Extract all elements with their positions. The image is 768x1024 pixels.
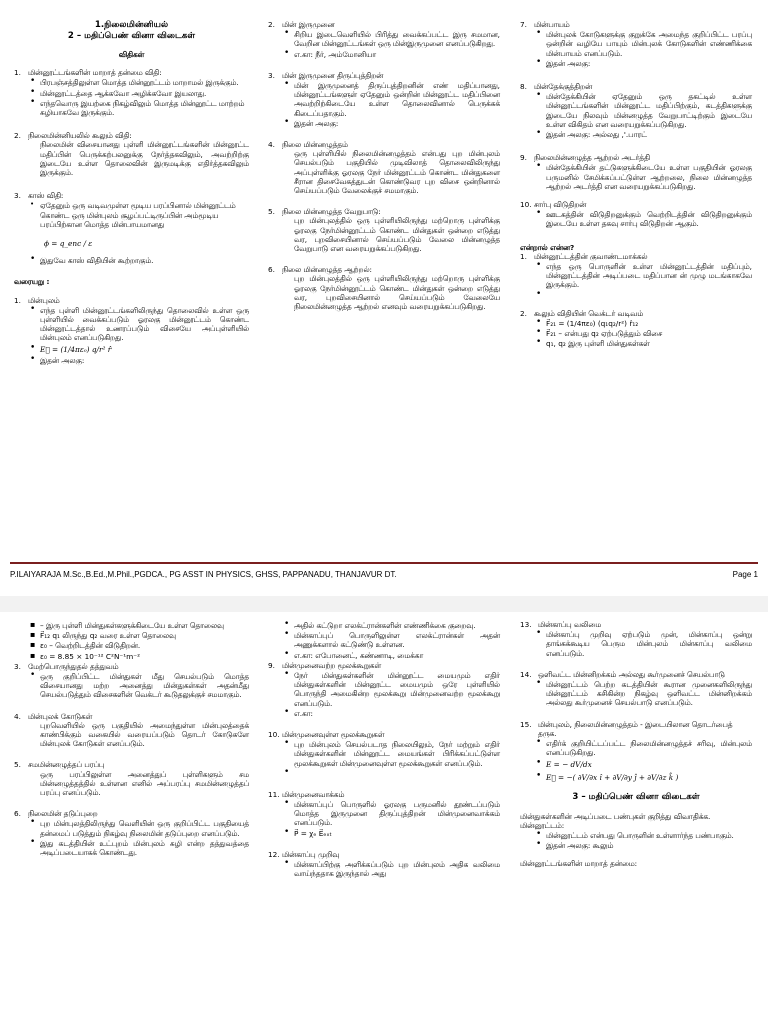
definition-electric-field: 1. மின்புலம் • எந்த புள்ளி மின்னூட்டங்களிலிருந்து தொலைவில் உள்ள ஒரு புள்ளியில் வைக்கப்படும் ஓரலகு மின்னூட்டம் கொண்ட மின்னூட்டத்தால் உணரப்படும் விசையே அப்புள்ளியில் மின்புலம் எனப்படுகிறது. • E⃗ = (1/4πε₀) q/r² r̂ • இதன் அலகு:: [14, 296, 249, 365]
list-item: • மின்தேக்கியின் ஏதேனும் ஒரு தகட்டில் உள்ள மின்னூட்டங்களின் மின்னூட்ட மதிப்பிற்கும், கடத்திகளுக்கு இடையே நிலவும் மின்னழுத்த வேறுபாட்டிற்கும் இடையே உள்ள விகிதம் என வரையறுக்கப்படுகிறது.: [546, 92, 752, 129]
list-item: • மின்னூட்டம் பெற்ற கடத்தியின் கூரான முனைகளிலிருந்து மின்னூட்டம் கசிகின்ற நிகழ்வு ஒளிவட்ட மின்னிறக்கம் அல்லது கூர்முனைச் செயல்பாடு எனப்படும்.: [546, 680, 752, 708]
definitions-heading: வரையறு :: [14, 277, 50, 287]
list-item: • P⃗ = χₑ E⃗ₑₓₜ: [294, 829, 500, 838]
list-item: • எ.கா: நீர், அம்மோனியா: [294, 50, 500, 59]
rule-2: 2. நிலைமின்னியலில் கூலும் விதி: நிலைமின் விசையானது புள்ளி மின்னூட்டங்களின் மின்னூட்ட மதிப்பின் பெருக்கற்பலனுக்கு நேர்த்தகவிலும், அவற்றிற்கு இடையே உள்ள தொலைவின் இருமடிக்கு எதிர்த்தகவிலும் இருக்கும்.: [14, 131, 249, 178]
rule-1: 1. மின்னூட்டங்களின் மாறாத் தன்மை விதி: • பிரபஞ்சத்திலுள்ள மொத்த மின்னூட்டம் மாறாமல் இருக்கும். • மின்னூட்டத்தை ஆக்கவோ அழிக்கவோ இயலாது. • எந்தவொரு இயற்கை நிகழ்விலும் மொத்த மின்னூட்ட மாற்றம் சுழியாகவே இருக்கும்.: [14, 68, 249, 117]
charge-properties: மின்துகள்களின் அடிப்படை பண்புகள் குறித்து விவாதிக்க. மின்னூட்டம்: • மின்னூட்டம் என்பது பொருளின் உள்ளார்ந்த பண்பாகும். • இதன் அலகு: கூலும் மின்னூட்டங்களின் மாறாத் தன்மை:: [520, 812, 752, 868]
list-item: • மின்காப்புப் பொருளிலுள்ள எலக்ட்ரான்கள் அதன் அணுக்களால் கட்டுண்டு உள்ளன.: [294, 631, 500, 649]
page1-column-1: [14, 20, 249, 366]
polarisation: 11. மின்முனைவாக்கம் • மின்காப்புப் பொருளில் ஓரலகு பருமனில் தூண்டப்படும் மொத்த இருமுனை திருப்புத்திறன் மின்முனைவாக்கம் எனப்படும். • P⃗ = χₑ E⃗ₑₓₜ: [268, 790, 500, 838]
list-item: [546, 291, 752, 300]
list-item: • E⃗ = −( ∂V/∂x î + ∂V/∂y ĵ + ∂V/∂z k̂ ): [546, 773, 752, 782]
q-coulomb-vector: 2. கூலும் விதியின் வெக்டர் வடிவம் • F⃗₂₁ = (1/4πε₀) (q₁q₂/r²) r̂₁₂ • F⃗₂₁ – என்பது q₂ ஏற்படுத்தும் விசை • q₁, q₂ இரு புள்ளி மின்துகள்கள்: [520, 309, 752, 349]
list-item: • மின்னூட்டம் என்பது பொருளின் உள்ளார்ந்த பண்பாகும்.: [546, 831, 752, 840]
non-polar: 9. மின்முனைவற்ற மூலக்கூறுகள் • நேர் மின்துகள்களின் மின்னூட்ட மையமும் எதிர் மின்துகள்களின் மின்னூட்ட மையமும் ஒரே புள்ளியில் பொருந்தி அமைகின்ற மூலக்கூறு மின்முனைவற்ற மூலக்கூறு எனப்படும். • எ.கா:: [268, 661, 500, 718]
field-lines: 4. மின்புலக் கோடுகள் புறவெளியில் ஒரு பகுதியில் அமைந்துள்ள மின்புலத்தைக் காண்பிக்கும் வகையில் வரையப்படும் தொடர் கோடுகளே மின்புலக் கோடுகள் எனப்படும்.: [14, 711, 249, 749]
page-2: [0, 612, 768, 1024]
list-item: • மின்தேக்கியின் தட்டுகளுக்கிடையே உள்ள பகுதியின் ஓரலகு பருமனில் சேமிக்கப்பட்டுள்ள ஆற்றலை, நிலை மின்னழுத்த ஆற்றல் அடர்த்தி என வரையறுக்கப்படுகிறது.: [546, 163, 752, 191]
def-potential: 4. நிலை மின்னழுத்தம் ஒரு புள்ளியில் நிலைமின்னழுத்தம் என்பது புற மின்புலம் செயல்படும் பகுதியில் முடிவிலாத் தொலைவிலிருந்து அப்புள்ளிக்கு ஓரலகு நேர் மின்னூட்டம் கொண்ட மின்துகளை சீரான திசைவேகத்துடன் கொண்டுவர புற விசை ஒன்றினால் செய்யப்படும் வேலைக்குச் சமமாகும்.: [268, 140, 500, 196]
rules-heading: விதிகள்: [118, 50, 145, 59]
page-number: Page 1: [732, 570, 758, 579]
list-item: • F⃗₂₁ = (1/4πε₀) (q₁q₂/r²) r̂₁₂: [546, 319, 752, 328]
equipotential: 5. சமமின்னழுத்தப் பரப்பு ஒரு பரப்பிலுள்ள அனைத்துப் புள்ளிகளும் சம மின்னழுத்தத்தில் உள்ளன எனில் அப்பரப்பு சமமின்னழுத்தப் பரப்பு எனப்படும்.: [14, 760, 249, 798]
list-item: • இதன் அலகு: அல்லது ,'.பாரட்: [546, 130, 752, 139]
shielding: 6. நிலைமின் தடுப்புறை • புற மின்புலத்திலிருந்து வெளியின் ஒரு குறிப்பிட்ட பகுதியைத் தன்மைப் படுத்தும் நிகழ்வு நிலைமின் தடுப்புறை எனப்படும். • இது கடத்தியின் உட்புறம் மின்புலம் சுழி என்ற தத்துவத்தை அடிப்படையாகக் கொண்டது.: [14, 809, 249, 857]
insulator-notes: [268, 621, 500, 660]
list-item: • புற மின்புலம் செயல்படாத நிலையிலும், நேர் மற்றும் எதிர் மின்துகள்களின் மின்னூட்ட மையங்கள் பிரிக்கப்பட்டுள்ள மூலக்கூறுகள் மின்முனைவுள்ள மூலக்கூறுகள் எனப்படும்.: [294, 740, 500, 768]
list-item: • E = − dV/dx: [546, 760, 752, 769]
def-relative-permittivity: 10. சார்பு விடுதிறன் • ஊடகத்தின் விடுதிறனுக்கும் வெற்றிடத்தின் விடுதிறனுக்கும் இடையே உள்ள தகவு சார்பு விடுதிறன் ஆகும்.: [520, 200, 752, 229]
section-title-3-mark: 3 – மதிப்பெண் வினா விடைகள்: [572, 791, 700, 802]
list-item: ▪ – இரு புள்ளி மின்துகள்களுக்கிடையே உள்ள தொலைவு: [40, 621, 249, 630]
list-item: • இதுவே காஸ் விதியின் கூற்றாகும்.: [40, 256, 249, 265]
list-item: ▪ ε₀ = 8.85 × 10⁻¹² C²N⁻¹m⁻²: [40, 652, 249, 661]
list-item: • ஒரு குறிப்பிட்ட மின்துகள் மீது செயல்படும் மொத்த விசையானது மற்ற அனைத்து மின்துகள்கள் அதன்மீது செயல்படுத்தும் விசைகளின் வெக்டர் கூடுதலுக்குச் சமமாகும்.: [40, 672, 249, 700]
page1-column-2: [268, 20, 500, 311]
breakdown: 12. மின்காப்பு முறிவு • மின்காப்பிற்கு அளிக்கப்படும் புற மின்புலம் அதிக வலிமை வாய்ந்ததாக இருந்தால் அது: [268, 850, 500, 879]
list-item: • சிறிய இடைவெளியில் பிரித்து வைக்கப்பட்ட இரு சமமான, வேறின மின்னூட்டங்கள் ஒரு மின்இருமுனை எனப்படுகிறது.: [294, 30, 500, 48]
list-item: • எ.கா:: [294, 709, 500, 718]
list-item: • நேர் மின்துகள்களின் மின்னூட்ட மையமும் எதிர் மின்துகள்களின் மின்னூட்ட மையமும் ஒரே புள்ளியில் பொருந்தி அமைகின்ற மூலக்கூறு மின்முனைவற்ற மூலக்கூறு எனப்படும்.: [294, 671, 500, 708]
list-item: • எ.கா: எபோனைட், கண்ணாடி, மைக்கா: [294, 651, 500, 660]
list-item: • எந்தவொரு இயற்கை நிகழ்விலும் மொத்த மின்னூட்ட மாற்றம் சுழியாகவே இருக்கும்.: [40, 99, 249, 117]
q-quantisation: 1. மின்னூட்டத்தின் குவாண்டமாக்கல் • எந்த ஒரு பொருளின் உள்ள மின்னூட்டத்தின் மதிப்பும், மின்னூட்டத்தின் அடிப்படை மதிப்பான ன் முழு மடங்காகவே இருக்கும். •: [520, 252, 752, 300]
def-capacitance: 8. மின்தேக்குத்திறன் • மின்தேக்கியின் ஏதேனும் ஒரு தகட்டில் உள்ள மின்னூட்டங்களின் மின்னூட்ட மதிப்பிற்கும், கடத்திகளுக்கு இடையே நிலவும் மின்னழுத்த வேறுபாட்டிற்கும் இடையே உள்ள விகிதம் என வரையறுக்கப்படுகிறது. • இதன் அலகு: அல்லது ,'.பாரட்: [520, 82, 752, 139]
list-item: • புற மின்புலத்திலிருந்து வெளியின் ஒரு குறிப்பிட்ட பகுதியைத் தன்மைப் படுத்தும் நிகழ்வு நிலைமின் தடுப்புறை எனப்படும்.: [40, 819, 249, 837]
list-item: • மின்காப்பு முறிவு ஏற்படும் முன், மின்காப்பு ஒன்று தாங்கக்கூடிய பெரும மின்புலம் மின்காப்பு வலிமை எனப்படும்.: [546, 630, 752, 658]
list-item: ▪ F⃗₁₂ q₁ லிருந்து q₂ வரை உள்ள தொலைவு: [40, 631, 249, 640]
section-title-2-mark: 2 – மதிப்பெண் வினா விடைகள்: [67, 31, 196, 41]
list-item: • எதிர்க் குறியிட்டப்பட்ட நிலைமின்னழுத்தச் சரிவு, மின்புலம் எனப்படுகிறது.: [546, 739, 752, 757]
page1-column-3: [520, 20, 752, 349]
list-item: • F⃗₂₁ – என்பது q₂ ஏற்படுத்தும் விசை: [546, 329, 752, 338]
list-item: • பிரபஞ்சத்திலுள்ள மொத்த மின்னூட்டம் மாறாமல் இருக்கும்.: [40, 78, 249, 87]
list-item: • அதில் கட்டுறா எலக்ட்ரான்களின் எண்ணிக்கை குறைவு.: [294, 621, 500, 630]
def-flux: 7. மின்பாயம் • மின்புலக் கோடுகளுக்கு குறுக்கே அமைந்த குறிப்பிட்ட பரப்பு ஒன்றின் வழியே பாயும் மின்புலக் கோடுகளின் எண்ணிக்கை மின்பாயம் எனப்படும். • இதன் அலகு:: [520, 20, 752, 68]
list-item: • மின்புலக் கோடுகளுக்கு குறுக்கே அமைந்த குறிப்பிட்ட பரப்பு ஒன்றின் வழியே பாயும் மின்புலக் கோடுகளின் எண்ணிக்கை மின்பாயம் எனப்படும்.: [546, 30, 752, 58]
def-potential-difference: 5. நிலை மின்னழுத்த வேறுபாடு: புற மின்புலத்தில் ஒரு புள்ளியிலிருந்து மற்றொரு புள்ளிக்கு ஓரலகு நேர்மின்னூட்டம் கொண்ட மின்துகள் ஒன்றை எடுத்து வர, புறவிசையினால் செய்யப்படும் வேலை மின்னழுத்த வேறுபாடு என வரையறுக்கப்படுகிறது.: [268, 207, 500, 254]
author-credit: P.ILAIYARAJA M.Sc.,B.Ed.,M.Phil.,PGDCA., PG ASST IN PHYSICS, GHSS, PAPPANADU, THANJAVUR DT.: [10, 570, 397, 579]
rule-3: 3. காஸ் விதி: • ஏதேனும் ஒரு வடிவமுள்ள மூடிய பரப்பினால் மின்னூட்டம் கொண்ட ஒரு மின்புலம் சூழப்பட்டிருப்பின் அம்மூடிய பரப்பிற்கான மொத்த மின்பாயமானது ϕ = q_enc / ε • இதுவே காஸ் விதியின் கூற்றாகும்.: [14, 191, 249, 265]
list-item: • எந்த புள்ளி மின்னூட்டங்களிலிருந்து தொலைவில் உள்ள ஒரு புள்ளியில் வைக்கப்படும் ஓரலகு மின்னூட்டம் கொண்ட மின்னூட்டத்தால் உணரப்படும் விசையே அப்புள்ளியில் மின்புலம் எனப்படுகிறது.: [40, 306, 249, 343]
chapter-title: 1.நிலைமின்னியல்: [94, 20, 169, 30]
list-item: • ஊடகத்தின் விடுதிறனுக்கும் வெற்றிடத்தின் விடுதிறனுக்கும் இடையே உள்ள தகவு சார்பு விடுதிறன் ஆகும்.: [546, 210, 752, 228]
list-item: • q₁, q₂ இரு புள்ளி மின்துகள்கள்: [546, 339, 752, 348]
field-potential-relation: 15. மின்புலம், நிலைமின்னழுத்தம் - இடையிலான தொடர்பைத் தருக. • எதிர்க் குறியிட்டப்பட்ட நிலைமின்னழுத்தச் சரிவு, மின்புலம் எனப்படுகிறது. • E = − dV/dx • E⃗ = −( ∂V/∂x î + ∂V/∂y ĵ + ∂V/∂z k̂ ): [520, 720, 752, 782]
what-is-heading: என்றால் என்ன?: [520, 242, 575, 252]
list-item: • எந்த ஒரு பொருளின் உள்ள மின்னூட்டத்தின் மதிப்பும், மின்னூட்டத்தின் அடிப்படை மதிப்பான ன் முழு மடங்காகவே இருக்கும்.: [546, 262, 752, 290]
coulomb-terms: [14, 621, 249, 661]
list-item: • மின் இருமுனைத் திருப்புத்திறனின் எண் மதிப்பானது, மின்னூட்டங்களுள் ஏதேனும் ஒன்றின் மின்னூட்ட மதிப்பினை அவற்றிற்கிடையே உள்ள தொலைவினால் பெருக்கக் கிடைப்பதாகும்.: [294, 81, 500, 118]
list-item: • E⃗ = (1/4πε₀) q/r² r̂: [40, 345, 249, 354]
list-item: • இதன் அலகு:: [40, 356, 249, 365]
def-dipole-moment: 3. மின் இருமுனை திருப்புத்திறன் • மின் இருமுனைத் திருப்புத்திறனின் எண் மதிப்பானது, மின்னூட்டங்களுள் ஏதேனும் ஒன்றின் மின்னூட்ட மதிப்பினை அவற்றிற்கிடையே உள்ள தொலைவினால் பெருக்கக் கிடைப்பதாகும். • இதன் அலகு:: [268, 71, 500, 128]
list-item: • ஏதேனும் ஒரு வடிவமுள்ள மூடிய பரப்பினால் மின்னூட்டம் கொண்ட ஒரு மின்புலம் சூழப்பட்டிருப்பின் அம்மூடிய பரப்பிற்கான மொத்த மின்பாயமானது: [40, 201, 249, 229]
corona-discharge: 14. ஒளிவட்ட மின்னிறக்கம் அல்லது கூர்முனைச் செயல்பாடு • மின்னூட்டம் பெற்ற கடத்தியின் கூரான முனைகளிலிருந்து மின்னூட்டம் கசிகின்ற நிகழ்வு ஒளிவட்ட மின்னிறக்கம் அல்லது கூர்முனைச் செயல்பாடு எனப்படும்.: [520, 670, 752, 708]
def-dipole: 2. மின் இருமுனை • சிறிய இடைவெளியில் பிரித்து வைக்கப்பட்ட இரு சமமான, வேறின மின்னூட்டங்கள் ஒரு மின்இருமுனை எனப்படுகிறது. • எ.கா: நீர், அம்மோனியா: [268, 20, 500, 59]
footer-divider: [10, 562, 758, 564]
list-item: • இதன் அலகு:: [294, 119, 500, 128]
def-potential-energy: 6. நிலை மின்னழுத்த ஆற்றல்: புற மின்புலத்தில் ஒரு புள்ளியிலிருந்து மற்றொரு புள்ளிக்கு ஓரலகு நேர்மின்னூட்டம் கொண்ட மின்துகள் ஒன்றை எடுத்து வர, புறவிசையினால் செய்யப்படும் வேலையே நிலைமின்னழுத்த ஆற்றல் எனவும் வரையறுக்கப்படுகிறது.: [268, 265, 500, 312]
polar: 10. மின்முனைவுள்ள மூலக்கூறுகள் • புற மின்புலம் செயல்படாத நிலையிலும், நேர் மற்றும் எதிர் மின்துகள்களின் மின்னூட்ட மையங்கள் பிரிக்கப்பட்டுள்ள மூலக்கூறுகள் மின்முனைவுள்ள மூலக்கூறுகள் எனப்படும். •: [268, 730, 500, 778]
page-separator: [0, 596, 768, 612]
list-item: [294, 769, 500, 778]
list-item: • இதன் அலகு: கூலும்: [546, 841, 752, 850]
dielectric-strength: 13. மின்காப்பு வலிமை • மின்காப்பு முறிவு ஏற்படும் முன், மின்காப்பு ஒன்று தாங்கக்கூடிய பெரும மின்புலம் மின்காப்பு வலிமை எனப்படும்.: [520, 620, 752, 658]
list-item: • மின்னூட்டத்தை ஆக்கவோ அழிக்கவோ இயலாது.: [40, 89, 249, 98]
list-item: • மின்காப்புப் பொருளில் ஓரலகு பருமனில் தூண்டப்படும் மொத்த இருமுனை திருப்புத்திறன் மின்முனைவாக்கம் எனப்படும்.: [294, 800, 500, 828]
list-item: • இது கடத்தியின் உட்புறம் மின்புலம் சுழி என்ற தத்துவத்தை அடிப்படையாகக் கொண்டது.: [40, 839, 249, 857]
list-item: • இதன் அலகு:: [546, 59, 752, 68]
page2-column-1: [14, 620, 249, 858]
def-energy-density: 9. நிலைமின்னழுத்த ஆற்றல் அடர்த்தி • மின்தேக்கியின் தட்டுகளுக்கிடையே உள்ள பகுதியின் ஓரலகு பருமனில் சேமிக்கப்பட்டுள்ள ஆற்றலை, நிலை மின்னழுத்த ஆற்றல் அடர்த்தி என வரையறுக்கப்படுகிறது.: [520, 153, 752, 191]
gauss-formula: ϕ = q_enc / ε: [44, 239, 93, 249]
page2-column-2: [268, 620, 500, 879]
page2-column-3: [520, 620, 752, 868]
list-item: • மின்காப்பிற்கு அளிக்கப்படும் புற மின்புலம் அதிக வலிமை வாய்ந்ததாக இருந்தால் அது: [294, 860, 500, 878]
superposition: 3. மேற்பொருந்துதல் தத்துவம் • ஒரு குறிப்பிட்ட மின்துகள் மீது செயல்படும் மொத்த விசையானது மற்ற அனைத்து மின்துகள்கள் அதன்மீது செயல்படுத்தும் விசைகளின் வெக்டர் கூடுதலுக்குச் சமமாகும்.: [14, 662, 249, 700]
list-item: ▪ ε₀ – வெற்றிடத்தின் விடுதிறன்.: [40, 641, 249, 650]
page-footer: [10, 570, 758, 579]
